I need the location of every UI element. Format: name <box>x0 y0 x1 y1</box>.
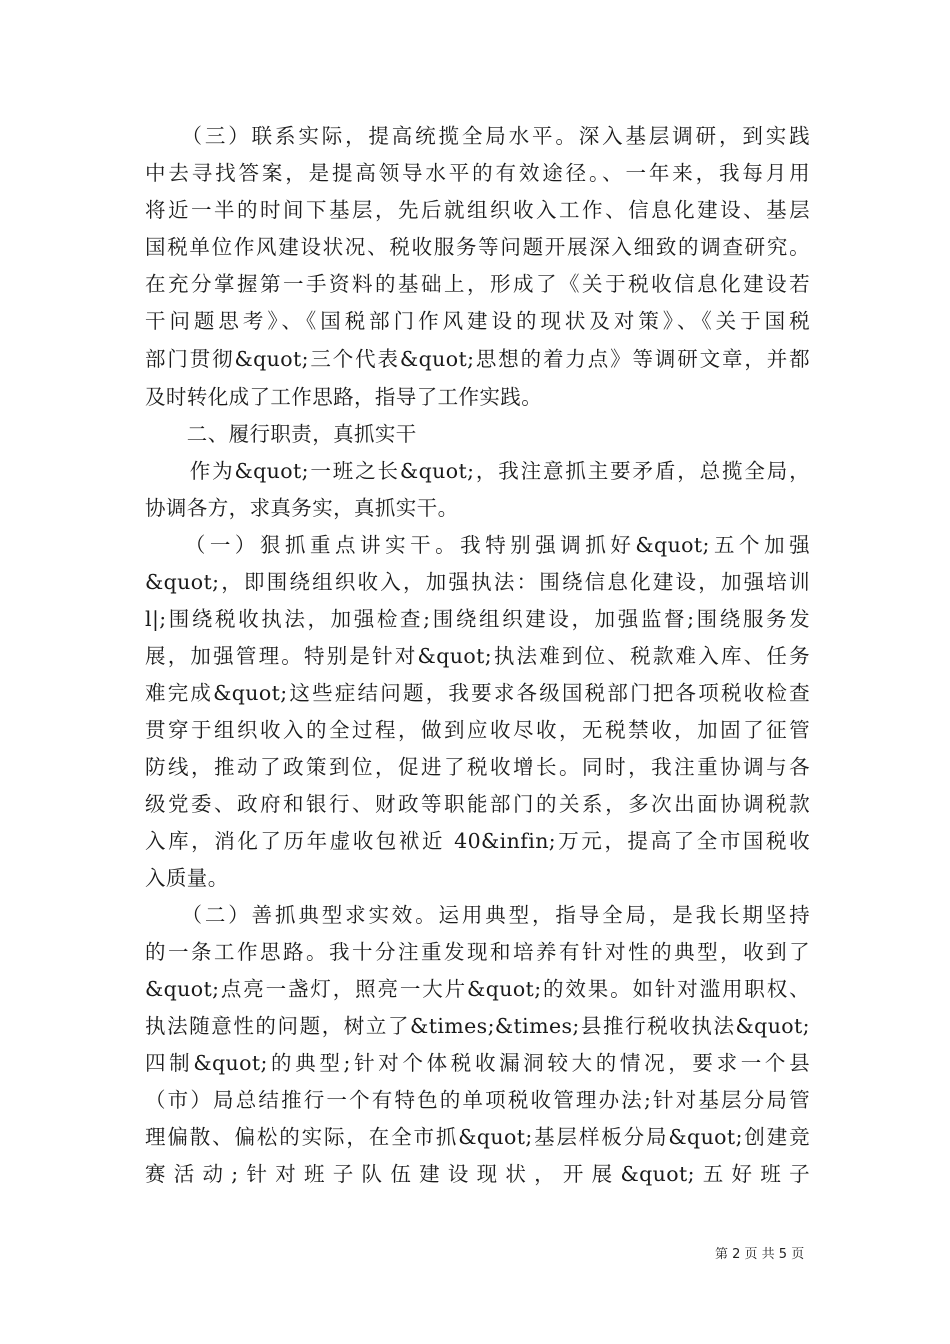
text-line: 入库，消化了历年虚收包袱近 40&infin;万元，提高了全市国税收 <box>145 829 810 853</box>
text-line: 干问题思考》、《国税部门作风建设的现状及对策》、《关于国税 <box>145 309 810 333</box>
page-number-footer: 第 2 页 共 5 页 <box>715 1247 805 1262</box>
text-line: 的一条工作思路。我十分注重发现和培养有针对性的典型，收到了 <box>145 940 810 964</box>
text-line: 防线，推动了政策到位，促进了税收增长。同时，我注重协调与各 <box>145 755 810 779</box>
text-line: 四制&quot;的典型;针对个体税收漏洞较大的情况，要求一个县 <box>145 1051 810 1075</box>
text-line: 贯穿于组织收入的全过程，做到应收尽收，无税禁收，加固了征管 <box>145 718 810 742</box>
text-line: （三）联系实际，提高统揽全局水平。深入基层调研，到实践 <box>145 124 810 148</box>
text-line: 级党委、政府和银行、财政等职能部门的关系，多次出面协调税款 <box>145 792 810 816</box>
text-line: 理偏散、偏松的实际，在全市抓&quot;基层样板分局&quot;创建竞 <box>145 1125 810 1149</box>
text-line: &quot;，即围绕组织收入，加强执法：围绕信息化建设，加强培训 <box>145 570 810 594</box>
text-line: 入质量。 <box>145 866 229 890</box>
text-line: 协调各方，求真务实，真抓实干。 <box>145 496 459 520</box>
text-line: （市）局总结推行一个有特色的单项税收管理办法;针对基层分局管 <box>145 1088 810 1112</box>
text-line: &quot;点亮一盏灯，照亮一大片&quot;的效果。如针对滥用职权、 <box>145 977 810 1001</box>
section-heading: 二、履行职责，真抓实干 <box>145 422 417 446</box>
text-line: 国税单位作风建设状况、税收服务等问题开展深入细致的调查研究。 <box>145 235 810 259</box>
text-line: （一）狠抓重点讲实干。我特别强调抓好&quot;五个加强 <box>145 533 810 557</box>
text-line: 中去寻找答案，是提高领导水平的有效途径。、一年来，我每月用 <box>145 161 810 185</box>
text-line: 展，加强管理。特别是针对&quot;执法难到位、税款难入库、任务 <box>145 644 810 668</box>
text-line: 将近一半的时间下基层，先后就组织收入工作、信息化建设、基层 <box>145 198 810 222</box>
text-line: 在充分掌握第一手资料的基础上，形成了《关于税收信息化建设若 <box>145 272 810 296</box>
text-line: 难完成&quot;这些症结问题，我要求各级国税部门把各项税收检查 <box>145 681 810 705</box>
text-line: 赛活动;针对班子队伍建设现状，开展&quot;五好班子 <box>145 1162 810 1186</box>
text-line: 作为&quot;一班之长&quot;，我注意抓主要矛盾，总揽全局， <box>145 459 810 483</box>
text-line: 及时转化成了工作思路，指导了工作实践。 <box>145 385 543 409</box>
text-line: 部门贯彻&quot;三个代表&quot;思想的着力点》等调研文章，并都 <box>145 347 810 371</box>
text-line: 执法随意性的问题，树立了&times;&times;县推行税收执法&quot; <box>145 1014 810 1038</box>
text-line: （二）善抓典型求实效。运用典型，指导全局，是我长期坚持 <box>145 903 810 927</box>
text-line: l|;围绕税收执法，加强检查;围绕组织建设，加强监督;围绕服务发 <box>145 607 810 631</box>
